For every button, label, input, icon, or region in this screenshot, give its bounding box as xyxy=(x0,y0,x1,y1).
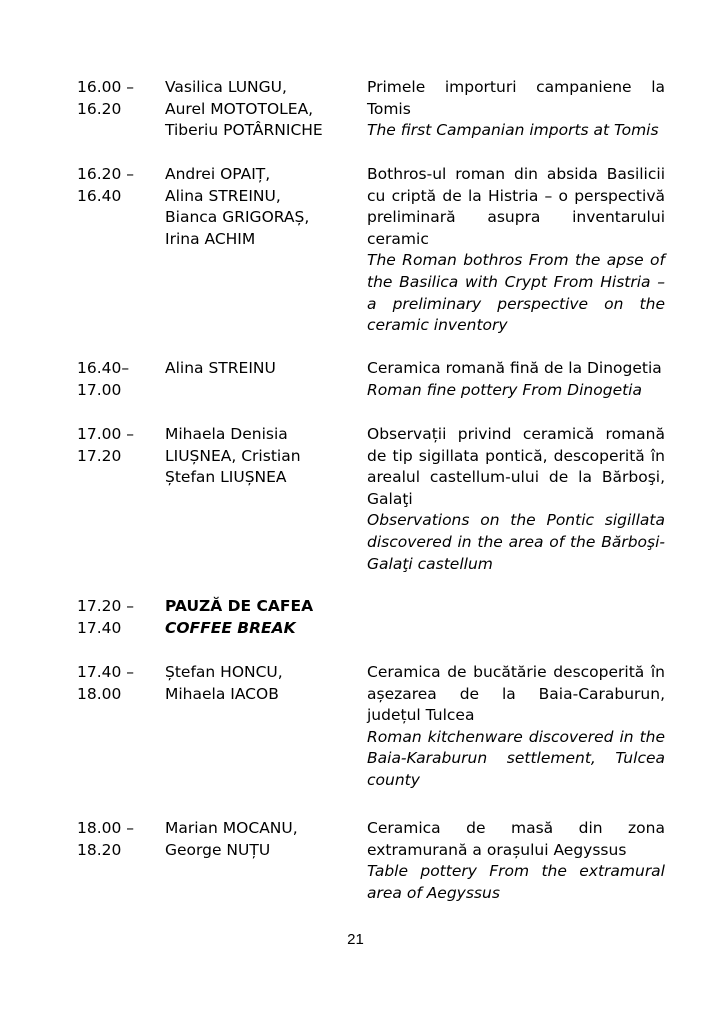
break-label: PAUZĂ DE CAFEA xyxy=(165,597,314,615)
time-line: 17.20 xyxy=(77,446,122,465)
time-line: 16.40 xyxy=(77,186,122,205)
time-line: 18.00 xyxy=(77,684,122,703)
title-romanian: Primele importuri campaniene la Tomis xyxy=(367,78,665,118)
author-line: Alina STREINU xyxy=(165,359,276,377)
title-romanian: Ceramica de bucătărie descoperită în așezarea de la Baia-Caraburun, județul Tulcea xyxy=(367,663,665,725)
title-english: Roman kitchenware discovered in the Baia-Karaburun settlement, Tulcea county xyxy=(367,727,665,789)
title-romanian: Ceramica romană fină de la Dinogetia xyxy=(367,359,662,377)
author-line: Mihaela Denisia xyxy=(165,425,288,443)
session-title xyxy=(367,358,665,401)
break-label-en: COFFEE BREAK xyxy=(165,618,296,637)
session-title xyxy=(367,818,665,904)
session-title xyxy=(367,662,665,792)
author-line: George NUȚU xyxy=(165,840,271,859)
time-line: 18.20 xyxy=(77,840,122,859)
author-line: Marian MOCANU, xyxy=(165,819,298,837)
author-line: Andrei OPAIȚ, xyxy=(165,165,271,183)
author-line: Vasilica LUNGU, xyxy=(165,78,287,96)
author-line: Aurel MOTOTOLEA, xyxy=(165,99,314,118)
author-line: Bianca GRIGORAȘ, xyxy=(165,208,310,227)
time-line: 17.20 – xyxy=(77,597,135,615)
session-authors xyxy=(165,77,365,142)
session-authors xyxy=(165,164,365,250)
author-line: Ștefan HONCU, xyxy=(165,663,283,681)
session-title xyxy=(367,77,665,142)
title-romanian: Bothros-ul roman din absida Basilicii cu criptă de la Histria – o perspectivă preliminară asupra inventarului ceramic xyxy=(367,165,665,248)
title-english: Table pottery From the extramural area of Aegyssus xyxy=(367,862,665,902)
time-line: 18.00 – xyxy=(77,819,135,837)
page-number: 21 xyxy=(347,931,364,948)
author-line: Irina ACHIM xyxy=(165,229,256,248)
time-line: 17.40 – xyxy=(77,663,135,681)
author-line: Tiberiu POTÂRNICHE xyxy=(165,121,323,140)
session-time xyxy=(77,818,157,861)
author-line: LIUȘNEA, Cristian xyxy=(165,446,301,465)
session-authors xyxy=(165,818,365,861)
session-time xyxy=(77,596,157,639)
time-line: 16.40– xyxy=(77,359,130,377)
session-authors xyxy=(165,358,365,380)
time-line: 16.20 – xyxy=(77,165,135,183)
title-english: The Roman bothros From the apse of the Basilica with Crypt From Histria – a preliminary perspective on the ceramic inventory xyxy=(367,251,665,335)
author-line: Alina STREINU, xyxy=(165,186,281,205)
session-title xyxy=(367,164,665,337)
title-english: Roman fine pottery From Dinogetia xyxy=(367,380,642,399)
session-authors xyxy=(165,662,365,705)
time-line: 17.40 xyxy=(77,618,122,637)
session-time xyxy=(77,424,157,467)
title-english: Observations on the Pontic sigillata discovered in the area of the Bărboşi-Galaţi castellum xyxy=(367,511,665,573)
session-authors xyxy=(165,424,365,489)
author-line: Mihaela IACOB xyxy=(165,684,279,703)
time-line: 17.00 – xyxy=(77,425,135,443)
session-time xyxy=(77,358,157,401)
session-time xyxy=(77,662,157,705)
time-line: 17.00 xyxy=(77,380,122,399)
session-time xyxy=(77,164,157,207)
time-line: 16.00 – xyxy=(77,78,135,96)
session-title xyxy=(367,424,665,575)
session-time xyxy=(77,77,157,120)
time-line: 16.20 xyxy=(77,99,122,118)
author-line: Ștefan LIUȘNEA xyxy=(165,468,287,487)
title-english: The first Campanian imports at Tomis xyxy=(367,121,659,140)
coffee-break xyxy=(165,596,365,639)
title-romanian: Observații privind ceramică romană de tip sigillata pontică, descoperită în arealul castellum-ului de la Bărboşi, Galaţi xyxy=(367,425,665,508)
title-romanian: Ceramica de masă din zona extramurană a orașului Aegyssus xyxy=(367,819,665,859)
